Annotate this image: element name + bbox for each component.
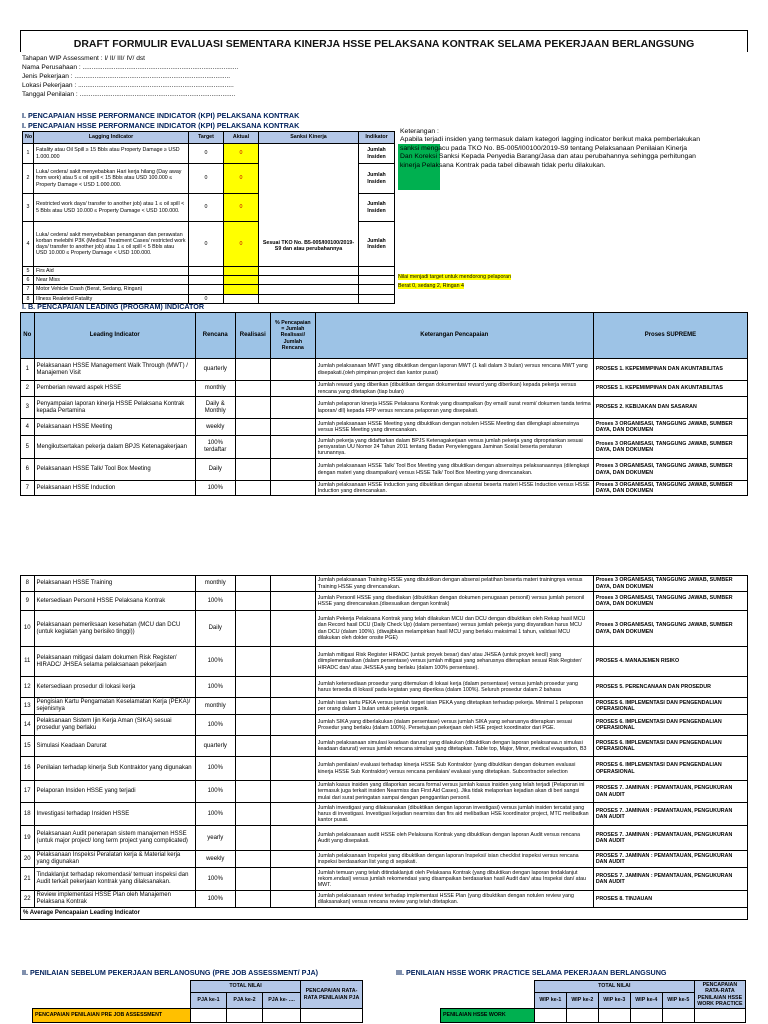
wip-cell[interactable]: [534, 1009, 566, 1023]
leading-row: [21, 698, 748, 715]
row-indicator: Pelaksanaan HSSE Training: [34, 576, 195, 592]
row-indicator: Pelaksanaan HSSE Management Walk Through (MWT) / Manajemen Visit: [34, 359, 195, 381]
lagging-table: [22, 131, 395, 304]
row-proses: PROSES 4. MANAJEMEN RISIKO: [593, 647, 747, 677]
row-realisasi[interactable]: [235, 381, 270, 397]
row-no: 12: [21, 677, 35, 698]
lagging-table-wrap: [22, 131, 394, 304]
row-rencana: 100%: [195, 757, 235, 781]
row-aktual[interactable]: [224, 294, 259, 303]
wip-cell[interactable]: [598, 1009, 630, 1023]
row-pencapaian[interactable]: [270, 459, 315, 481]
row-indicator: Mengikutsertakan pekerja dalam BPJS Ketenagakerjaan: [34, 436, 195, 459]
row-pencapaian[interactable]: [270, 647, 315, 677]
row-no: 22: [21, 891, 35, 908]
row-no: 15: [21, 736, 35, 757]
row-target: 0: [189, 294, 224, 303]
leading-row: [21, 611, 748, 647]
row-no: 7: [23, 285, 34, 294]
row-realisasi[interactable]: [235, 868, 270, 891]
row-proses: PROSES 7. JAMINAN : PEMANTAUAN, PENGUKURAN DAN AUDIT: [593, 781, 747, 803]
row-target: 0: [189, 222, 224, 267]
row-rencana: 100%: [195, 868, 235, 891]
leading-row: [21, 851, 748, 868]
row-rencana: Daily: [195, 611, 235, 647]
row-no: 1: [23, 144, 34, 164]
col-header: No: [23, 132, 34, 144]
page-break: [0, 548, 768, 574]
row-rencana: quarterly: [195, 359, 235, 381]
row-indicator: Pelaksanaan Sistem Ijin Kerja Aman (SIKA) sesuai prosedur yang berlaku: [34, 715, 195, 736]
row-no: 17: [21, 781, 35, 803]
info-line: Tanggal Penilaian : .....................................................................................: [22, 91, 236, 98]
sanksi-kinerja: Sesuai TKO No. B5-005/I00100/2019-S9 dan atau perubahannya: [259, 144, 359, 267]
row-keterangan: Jumlah reward yang diberikan (dibuktikan dengan dokumentasi reward yang diberikan) kepada pekerja versus rencana yang ditetapkan (tiap bulan): [315, 381, 593, 397]
row-indicator: Pelaksanaan HSSE Talk/ Tool Box Meeting: [34, 459, 195, 481]
row-text: Luka/ cedera/ sakit menyebabkan Hari kerja hilang (Day away from work) atau 5 ≤ oil spill < 15 Bbls atau USD 100.000 ≤ Property Damage < USD 1.000.000.: [34, 164, 189, 194]
row-keterangan: Jumlah pelaksanaan simulasi keadaan darurat yang dilakukan (dibuktikan dengan laporan pelaksanaa.n simulasi keadaan darurat) versus jumlah rencana simulasi yang ditetapkan. Table top, Major, Minor, medical evaquation, B3: [315, 736, 593, 757]
info-line: Lokasi Pekerjaan : .....................................................................................: [22, 82, 234, 89]
row-rencana: 100% terdaftar: [195, 436, 235, 459]
row-keterangan: Jumlah pelaporan kinerja HSSE Pelaksana Kontrak yang disampaikan (by email/ surat resmi/ dokumen tanda terima laporan/ dll) kepada FPP versus rencana pelaporan yang disepakati.: [315, 397, 593, 419]
row-indicator: Ketersediaan Personil HSSE Pelaksana Kontrak: [34, 592, 195, 611]
row-target: 0: [189, 144, 224, 164]
row-aktual[interactable]: [224, 285, 259, 294]
row-indikator: Jumlah Insiden: [359, 144, 395, 164]
leading-table-wrap: [20, 312, 748, 496]
info-line: Nama Perusahaan : .....................................................................................: [22, 64, 239, 71]
row-keterangan: Jumlah pelaksanaan HSSE Induction yang dibuktikan dengan absensi beserta materi HSSE Induction versus HSSE Induction yang direncanakan.: [315, 481, 593, 496]
wip-cell[interactable]: [566, 1009, 598, 1023]
col-header: % Pencapaian = Jumlah Realisasi/ Jumlah Rencana: [270, 313, 315, 359]
row-target: [189, 285, 224, 294]
row-aktual[interactable]: 0: [224, 144, 259, 164]
row-rencana: 100%: [195, 677, 235, 698]
leading-row: [21, 592, 748, 611]
info-line: Jenis Pekerjaan : .....................................................................................: [22, 73, 231, 80]
leading-row: [21, 677, 748, 698]
row-no: 14: [21, 715, 35, 736]
row-keterangan: Jumlah pekerja yang didaftarkan dalam BPJS Ketenagakerjaan versus jumlah pekerja yang dipropriankan sesuai persyaratan UU Nomor 24 Tahun 2011 tentang Badan Penyelenggara Jaminan Sosial beserta peraturan turunannya.: [315, 436, 593, 459]
row-pencapaian[interactable]: [270, 419, 315, 436]
row-keterangan: Jumlah pelaksanaan Training HSSE yang dibuktikan dengan absensi pelatihan beserta materi trainingnya versus Training HSSE yang direncanakan.: [315, 576, 593, 592]
row-indicator: Review implementasi HSSE Plan oleh Manajemen Pelaksana Kontrak: [34, 891, 195, 908]
row-indicator: Pelaksanaan mitigasi dalam dokumen Risk Register/ HIRADC/ JHSEA selama pelaksanaan pekerjaan: [34, 647, 195, 677]
wip-row-label: PENILAIAN HSSE WORK: [441, 1009, 535, 1023]
leading-row: [21, 397, 748, 419]
pja-row-label: PENCAPAIAN PENILAIAN PRE JOB ASSESSMENT: [33, 1009, 191, 1023]
row-keterangan: Jumlah SIKA yang diberlakukan (dalam persentase) versus jumlah SIKA yang seharusnya diterapkan sesuai Prosedur yang berlaku (dalam 100%). Persetujuan pekerjaan oleh HSE project koordinator dari PGE.: [315, 715, 593, 736]
row-rencana: quarterly: [195, 736, 235, 757]
row-proses: PROSES 6. IMPLEMENTASI DAN PENGENDALIAN OPERASIONAL: [593, 736, 747, 757]
small-note: [398, 274, 511, 280]
row-indikator: Jumlah Insiden: [359, 194, 395, 222]
row-pencapaian[interactable]: [270, 715, 315, 736]
row-proses: PROSES 1. KEPEMIMPINAN DAN AKUNTABILITAS: [593, 359, 747, 381]
leading-row: [21, 381, 748, 397]
row-rencana: 100%: [195, 647, 235, 677]
row-keterangan: Jumlah pelaksanaan audit HSSE oleh Pelaksana Kontrak yang dibuktikan dengan laporan Audit versus rencana Audit yang disepakati.: [315, 826, 593, 851]
wip-col: WIP ke-2: [566, 993, 598, 1009]
row-proses: PROSES 7. JAMINAN : PEMANTAUAN, PENGUKURAN DAN AUDIT: [593, 868, 747, 891]
leading-row: [21, 715, 748, 736]
row-aktual[interactable]: [224, 267, 259, 276]
leading-row: [21, 757, 748, 781]
row-pencapaian[interactable]: [270, 736, 315, 757]
row-realisasi[interactable]: [235, 715, 270, 736]
row-proses: Proses 3 ORGANISASI, TANGGUNG JAWAB, SUMBER DAYA, DAN DOKUMEN: [593, 481, 747, 496]
row-keterangan: Jumlah pelaksanaan review terhadap implementasi HSSE Plan (yang dibuktikan dengan notulen review yang dilaksanakan) versus rencana review yang telah ditetapkan.: [315, 891, 593, 908]
col-header: Rencana: [195, 313, 235, 359]
row-proses: PROSES 6. IMPLEMENTASI DAN PENGENDALIAN OPERASIONAL: [593, 757, 747, 781]
row-no: 9: [21, 592, 35, 611]
leading-row: [21, 576, 748, 592]
row-pencapaian[interactable]: [270, 891, 315, 908]
pja-col: PJA ke- ....: [263, 993, 301, 1009]
page-title: DRAFT FORMULIR EVALUASI SEMENTARA KINERJA HSSE PELAKSANA KONTRAK SELAMA PEKERJAAN BERLANGSUNG: [20, 30, 748, 52]
row-proses: PROSES 7. JAMINAN : PEMANTAUAN, PENGUKURAN DAN AUDIT: [593, 851, 747, 868]
pja-col: PJA ke-1: [191, 993, 227, 1009]
row-target: 0: [189, 194, 224, 222]
row-rencana: yearly: [195, 826, 235, 851]
row-realisasi[interactable]: [235, 592, 270, 611]
row-text: Restricted work days/ transfer to another job) atau 1 ≤ oil spill < 5 Bbls atau USD 10.000 ≤ Property Damage < USD 100.000.: [34, 194, 189, 222]
row-no: 19: [21, 826, 35, 851]
row-aktual[interactable]: [224, 276, 259, 285]
row-pencapaian[interactable]: [270, 677, 315, 698]
row-indicator: Investigasi terhadap Insiden HSSE: [34, 803, 195, 826]
col-header: Aktual: [224, 132, 259, 144]
row-no: 8: [23, 294, 34, 303]
row-realisasi[interactable]: [235, 459, 270, 481]
row-rencana: monthly: [195, 698, 235, 715]
row-pencapaian[interactable]: [270, 868, 315, 891]
row-pencapaian[interactable]: [270, 359, 315, 381]
row-realisasi[interactable]: [235, 436, 270, 459]
row-pencapaian[interactable]: [270, 781, 315, 803]
row-proses: PROSES 7. JAMINAN : PEMANTAUAN, PENGUKURAN DAN AUDIT: [593, 826, 747, 851]
row-rencana: 100%: [195, 891, 235, 908]
row-realisasi[interactable]: [235, 851, 270, 868]
row-realisasi[interactable]: [235, 757, 270, 781]
row-target: [189, 276, 224, 285]
row-no: 6: [23, 276, 34, 285]
row-keterangan: Jumlah penilaian/ evaluasi terhadap kinerja HSSE Sub Kontraktor (yang dibuktikan dengan dokumen evaluasi kinerja HSSE Sub Kontraktor) versus rencana penilaian/ evaluasi yang ditetapkan. Subcontractor selection: [315, 757, 593, 781]
row-proses: PROSES 8. TINJAUAN: [593, 891, 747, 908]
row-proses: PROSES 6. IMPLEMENTASI DAN PENGENDALIAN OPERASIONAL: [593, 715, 747, 736]
row-realisasi[interactable]: [235, 826, 270, 851]
small-note-2: Berat 0, sedang 2, Ringan 4: [398, 283, 464, 289]
row-aktual[interactable]: 0: [224, 194, 259, 222]
row-no: 6: [21, 459, 35, 481]
col-header: Indikator: [359, 132, 395, 144]
row-text: Fatality atau Oil Spill ≥ 15 Bbls atau Property Damage ≥ USD 1.000.000: [34, 144, 189, 164]
leading-table-continued-wrap: [20, 575, 748, 920]
row-keterangan: Jumlah isian kartu PEKA versus jumlah target isian PEKA yang ditetapkan terhadap pekerja. Minimal 1 pelaporan per orang dalam 1 bulan untuk pekerja organik.: [315, 698, 593, 715]
row-indicator: Pelaporan Insiden HSSE yang terjadi: [34, 781, 195, 803]
pja-col: PJA ke-2: [227, 993, 263, 1009]
row-no: 13: [21, 698, 35, 715]
row-indicator: Pemberian reward aspek HSSE: [34, 381, 195, 397]
keterangan-block: [400, 128, 700, 170]
col-header: Proses SUPREME: [593, 313, 747, 359]
leading-row: [21, 459, 748, 481]
row-indicator: Ketersediaan prosedur di lokasi kerja: [34, 677, 195, 698]
row-proses: PROSES 2. KEBIJAKAN DAN SASARAN: [593, 397, 747, 419]
pja-table-wrap: [32, 980, 362, 1023]
leading-row: [21, 436, 748, 459]
row-indicator: Pelaksanaan Audit penerapan sistem manajemen HSSE (untuk major project/ long term project yang complicated): [34, 826, 195, 851]
row-rencana: weekly: [195, 851, 235, 868]
wip-cell[interactable]: [662, 1009, 694, 1023]
col-header: Keterangan Pencapaian: [315, 313, 593, 359]
row-realisasi[interactable]: [235, 647, 270, 677]
row-indicator: Pelaksanaan Inspeksi Peralatan kerja & Material kerja yang digunakan: [34, 851, 195, 868]
row-text: Illness Realeted Fatality: [34, 294, 189, 303]
row-rencana: 100%: [195, 715, 235, 736]
row-no: 4: [21, 419, 35, 436]
row-proses: PROSES 1. KEPEMIMPINAN DAN AKUNTABILITAS: [593, 381, 747, 397]
row-text: Motor Vehicle Crash (Berat, Sedang, Ringan): [34, 285, 189, 294]
row-rencana: 100%: [195, 781, 235, 803]
wip-col: WIP ke-1: [534, 993, 566, 1009]
row-text: Near Miss: [34, 276, 189, 285]
col-header: Sanksi Kinerja: [259, 132, 359, 144]
row-realisasi[interactable]: [235, 803, 270, 826]
row-target: 0: [189, 164, 224, 194]
row-proses: Proses 3 ORGANISASI, TANGGUNG JAWAB, SUMBER DAYA, DAN DOKUMEN: [593, 592, 747, 611]
row-proses: PROSES 7. JAMINAN : PEMANTAUAN, PENGUKURAN DAN AUDIT: [593, 803, 747, 826]
row-pencapaian[interactable]: [270, 576, 315, 592]
col-header: Lagging Indicator: [34, 132, 189, 144]
col-header: No: [21, 313, 35, 359]
wip-cell[interactable]: [694, 1009, 745, 1023]
row-no: 2: [23, 164, 34, 194]
row-text: Luka/ cedera/ sakit menyebabkan penanganan dan perawatan korban melebihi P3K (Medical Treatment Cases/ restricted work days/ transfer to another job) atau 1 ≤ oil spill < 5 Bbls atau USD 10.000 ≤ Property Damage < USD 100.000.: [34, 222, 189, 267]
row-keterangan: Jumlah pelaksanaan Inspeksi yang dibuktikan dengan laporan Inspeksi/ isian checklist inspeksi versus rencana inspeksi berdasarkan list yang di sepakati.: [315, 851, 593, 868]
row-no: 7: [21, 481, 35, 496]
row-no: 3: [23, 194, 34, 222]
wip-col: WIP ke-5: [662, 993, 694, 1009]
row-indicator: Pelaksanaan pemeriksaan kesehatan (MCU dan DCU (untuk kegiatan yang berisiko tinggi)): [34, 611, 195, 647]
wip-col: WIP ke-4: [630, 993, 662, 1009]
leading-row: [21, 781, 748, 803]
row-pencapaian[interactable]: [270, 381, 315, 397]
row-aktual[interactable]: 0: [224, 222, 259, 267]
leading-row: [21, 736, 748, 757]
row-rencana: Daily & Monthly: [195, 397, 235, 419]
col-header: Target: [189, 132, 224, 144]
row-no: 21: [21, 868, 35, 891]
leading-row: [21, 419, 748, 436]
row-no: 5: [23, 267, 34, 276]
row-rencana: monthly: [195, 576, 235, 592]
row-rencana: monthly: [195, 381, 235, 397]
row-indicator: Pengisian Kartu Pengamatan Keselamatan Kerja (PEKA)/ sejenisnya: [34, 698, 195, 715]
row-keterangan: Jumlah mitigasi Risk Register HIRADC (untuk proyek besar) dan/ atau JHSEA (untuk proyek kecil) yang diimplementasikan (dalam persentase) versus jumlah mitigasi yang seharusnya diterapkan sesuai Risk Register/ HIRADC dan/ atau JHSSEA yang berlaku (dalam 100% persentase).: [315, 647, 593, 677]
table-row: [23, 267, 395, 276]
section-3-title: III. PENILAIAN HSSE WORK PRACTICE SELAMA PEKERJAAN BERLANGSUNG: [396, 968, 667, 977]
row-rencana: Daily: [195, 459, 235, 481]
row-text: Firs Aid: [34, 267, 189, 276]
row-no: 16: [21, 757, 35, 781]
leading-row: [21, 359, 748, 381]
row-realisasi[interactable]: [235, 677, 270, 698]
row-indicator: Penilaian terhadap kinerja Sub Kontraktor yang digunakan: [34, 757, 195, 781]
pja-table: [32, 980, 363, 1023]
row-no: 20: [21, 851, 35, 868]
row-proses: Proses 3 ORGANISASI, TANGGUNG JAWAB, SUMBER DAYA, DAN DOKUMEN: [593, 611, 747, 647]
row-pencapaian[interactable]: [270, 397, 315, 419]
small-note-1: Nilai menjadi target untuk mendorong pelaporan: [398, 274, 512, 280]
row-pencapaian[interactable]: [270, 698, 315, 715]
wip-rata-header: PENCAPAIAN RATA-RATA PENILAIAN HSSE WORK PRACTICE: [694, 981, 745, 1009]
table-row: [23, 144, 395, 164]
col-header: Leading Indicator: [34, 313, 195, 359]
row-realisasi[interactable]: [235, 576, 270, 592]
table-row: [23, 285, 395, 294]
section-1b-title: I. B. PENCAPAIAN LEADING (PROGRAM) INDICATOR: [22, 302, 205, 311]
row-keterangan: Jumlah ketersediaan prosedur yang ditemukan di lokasi kerja (dalam persentase) versus jumlah prosedur yang harus tersedia di lokasi/ pada kegiatan yang diperiksa (dalam 100%). Seluruh prosedur dalam 2 bahasa: [315, 677, 593, 698]
keterangan-title: Keterangan :: [400, 128, 439, 135]
row-no: 10: [21, 611, 35, 647]
row-indicator: Simulasi Keadaan Darurat: [34, 736, 195, 757]
row-proses: PROSES 6. IMPLEMENTASI DAN PENGENDALIAN OPERASIONAL: [593, 698, 747, 715]
row-realisasi[interactable]: [235, 359, 270, 381]
row-proses: Proses 3 ORGANISASI, TANGGUNG JAWAB, SUMBER DAYA, DAN DOKUMEN: [593, 419, 747, 436]
row-keterangan: Jumlah pelaksanaan MWT yang dibuktikan dengan laporan MWT (1 kali dalam 3 bulan) versus rencana MWT yang disepakati.(oleh pimpinan project dan kantor pusat): [315, 359, 593, 381]
row-no: 11: [21, 647, 35, 677]
row-pencapaian[interactable]: [270, 592, 315, 611]
row-indikator: Jumlah Insiden: [359, 164, 395, 194]
row-rencana: weekly: [195, 419, 235, 436]
wip-cell[interactable]: [630, 1009, 662, 1023]
row-proses: Proses 3 ORGANISASI, TANGGUNG JAWAB, SUMBER DAYA, DAN DOKUMEN: [593, 436, 747, 459]
row-realisasi[interactable]: [235, 397, 270, 419]
row-pencapaian[interactable]: [270, 851, 315, 868]
row-realisasi[interactable]: [235, 891, 270, 908]
row-keterangan: Jumlah pelaksanaan HSSE Meeting yang dibuktikan dengan notulen HSSE Meeting dan dilengkapi absensinya versus HSSE Meeting yang direncanakan.: [315, 419, 593, 436]
leading-row: [21, 803, 748, 826]
leading-row: [21, 891, 748, 908]
small-note: [398, 283, 464, 289]
row-proses: Proses 3 ORGANISASI, TANGGUNG JAWAB, SUMBER DAYA, DAN DOKUMEN: [593, 576, 747, 592]
row-rencana: 100%: [195, 592, 235, 611]
row-aktual[interactable]: 0: [224, 164, 259, 194]
section-1-title: I. PENCAPAIAN HSSE PERFORMANCE INDICATOR (KPI) PELAKSANA KONTRAK: [22, 111, 300, 120]
keterangan-text: Apabila terjadi insiden yang termasuk dalam kategori lagging indicator berikut maka pemberlakukan sanksi mengacu pada TKO No. B5-005/I00100/2019-S9 tentang Pelaksanaan Penilaian Kinerja Dan Koreksi Sanksi Kepada Penyedia Barang/Jasa dan atau perubahannya sehingga perhitungan kinerja Pelaksana Kontrak pada tabel dibawah tidak perlu dilakukan.: [400, 136, 700, 169]
row-pencapaian[interactable]: [270, 611, 315, 647]
row-keterangan: Jumlah Personil HSSE yang disediakan (dibuktikan dengan dokumen penugasan personil) versus jumlah personil HSSE yang direncanakan.(disesuaikan dengan kontrak): [315, 592, 593, 611]
row-keterangan: Jumlah pelaksanaan HSSE Talk/ Tool Box Meeting yang dibuktikan dengan absensinya pelaksanaannya (dilengkapi dengan materi yang disampaikan) versus HSSE Talk/ Tool Box Meeting yang direncanakan.: [315, 459, 593, 481]
row-realisasi[interactable]: [235, 481, 270, 496]
row-rencana: 100%: [195, 481, 235, 496]
leading-table: [20, 312, 748, 496]
page-header: [20, 30, 748, 52]
row-proses: PROSES 5. PERENCANAAN DAN PROSEDUR: [593, 677, 747, 698]
wip-total-header: TOTAL NILAI: [534, 981, 694, 993]
wip-col: WIP ke-3: [598, 993, 630, 1009]
leading-row: [21, 647, 748, 677]
row-no: 8: [21, 576, 35, 592]
row-no: 1: [21, 359, 35, 381]
leading-table-continued: [20, 575, 748, 920]
row-realisasi[interactable]: [235, 611, 270, 647]
pja-cell[interactable]: [301, 1009, 363, 1023]
row-realisasi[interactable]: [235, 781, 270, 803]
section-2-title: II. PENILAIAN SEBELUM PEKERJAAN BERLANOSUNG (PRE JOB ASSESSMENT/ PJA): [22, 968, 319, 977]
row-indicator: Tindaklanjut terhadap rekomendasi/ temuan inspeksi dan Audit terkait pekerjaan kontrak yang dilaksanakan.: [34, 868, 195, 891]
row-keterangan: Jumlah Pekerja Pelaksana Kontrak yang telah dilakukan MCU dan DCU dengan dibuktikan oleh Rekap hasil MCU dan Record hasil DCU (Daily Check Up) (dalam persentase) versus jumlah pekerja yang disyaratkan harus MCU dan DCU (dalam 100%). (diwajibkan melampirkan hasil MCU yang berlaku maksimal 1 tahun, validasi MCU dilakukan oleh dokter onsite PGE): [315, 611, 593, 647]
pja-cell[interactable]: [263, 1009, 301, 1023]
row-pencapaian[interactable]: [270, 757, 315, 781]
pja-cell[interactable]: [191, 1009, 227, 1023]
row-keterangan: Jumlah investigasi yang dilaksanakan (dibuktikan dengan laporan investigasi) versus jumlah insiden tercatat yang harus di investigasi. Investigasi kejadian nearmiss dan firs aid melibatkan HSE koordinator project, MTC melibatkan kantor pusat.: [315, 803, 593, 826]
row-no: 2: [21, 381, 35, 397]
leading-row: [21, 826, 748, 851]
row-pencapaian[interactable]: [270, 481, 315, 496]
col-header: Realisasi: [235, 313, 270, 359]
row-proses: Proses 3 ORGANISASI, TANGGUNG JAWAB, SUMBER DAYA, DAN DOKUMEN: [593, 459, 747, 481]
row-realisasi[interactable]: [235, 419, 270, 436]
row-keterangan: Jumlah kasus insiden yang dilaporkan secara formal versus jumlah kasus insiden yang telah terjadi (Pelaporan ini termasuk juga terkait insiden Nearmiss dan First Aid Cases). Jika tidak melaporkan kejadian akan di beri sangsi mulai dari surat peringatan sampai dengan penggantian personil.: [315, 781, 593, 803]
wip-table: [440, 980, 746, 1023]
pja-cell[interactable]: [227, 1009, 263, 1023]
row-no: 5: [21, 436, 35, 459]
row-realisasi[interactable]: [235, 736, 270, 757]
table-row: [23, 276, 395, 285]
row-keterangan: Jumlah temuan yang telah ditindaklanjuti oleh Pelaksana Kontrak (yang dibuktikan dengan laporan tindaklanjut rekom.endasi) versus jumlah rekomendasi yang disampaikan berdasarkan hasil Audit dan/ atau Inspeksi dan/ atau MWT.: [315, 868, 593, 891]
section-1a-title: I. PENCAPAIAN HSSE PERFORMANCE INDICATOR (KPI) PELAKSANA KONTRAK: [22, 121, 300, 130]
row-pencapaian[interactable]: [270, 826, 315, 851]
row-target: [189, 267, 224, 276]
row-pencapaian[interactable]: [270, 803, 315, 826]
row-pencapaian[interactable]: [270, 436, 315, 459]
pja-rata-header: PENCAPAIAN RATA-RATA PENILAIAN PJA: [301, 981, 363, 1009]
row-no: 18: [21, 803, 35, 826]
row-indikator: Jumlah Insiden: [359, 222, 395, 267]
row-indicator: Pelaksanaan HSSE Meeting: [34, 419, 195, 436]
row-no: 3: [21, 397, 35, 419]
info-block: [22, 54, 382, 99]
row-indicator: Penyampaian laporan kinerja HSSE Pelaksana Kontrak kepada Pertamina: [34, 397, 195, 419]
leading-row: [21, 868, 748, 891]
leading-row: [21, 481, 748, 496]
row-no: 4: [23, 222, 34, 267]
info-line: Tahapan WIP Assessment : I/ II/ III/ IV/ dst: [22, 55, 146, 62]
row-rencana: 100%: [195, 803, 235, 826]
row-indicator: Pelaksanaan HSSE Induction: [34, 481, 195, 496]
wip-table-wrap: [440, 980, 746, 1023]
average-label: % Average Pencapaian Leading Indicator: [21, 908, 748, 920]
row-realisasi[interactable]: [235, 698, 270, 715]
pja-total-header: TOTAL NILAI: [191, 981, 301, 993]
